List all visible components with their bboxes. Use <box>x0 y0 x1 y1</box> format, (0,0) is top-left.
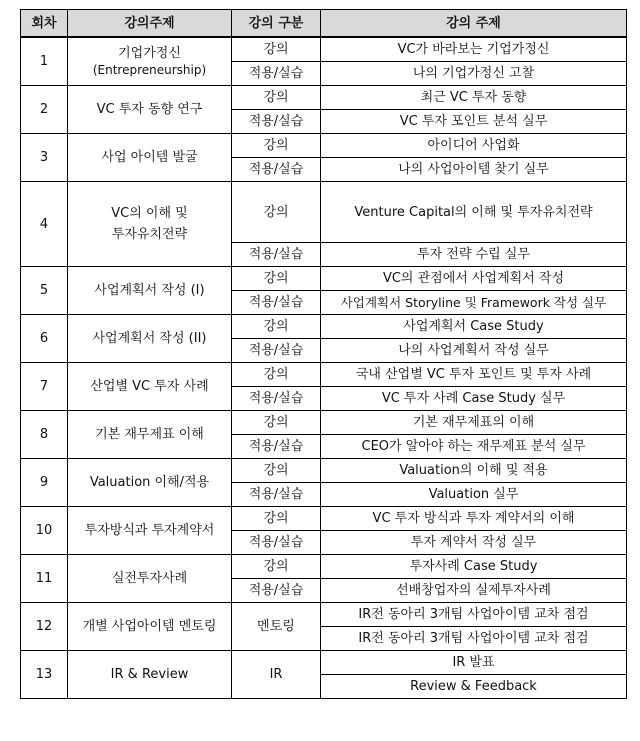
session-content: 투자사례 Case Study <box>321 555 627 579</box>
session-content: VC의 관점에서 사업계획서 작성 <box>321 267 627 291</box>
session-topic-line: VC의 이해 및 <box>111 206 188 221</box>
session-type: 적용/실습 <box>232 158 321 182</box>
header-topic: 강의주제 <box>68 10 232 38</box>
session-type: 적용/실습 <box>232 531 321 555</box>
session-content: IR전 동아리 3개팀 사업아이템 교차 점검 <box>321 603 627 627</box>
session-type: 적용/실습 <box>232 387 321 411</box>
session-type: 적용/실습 <box>232 579 321 603</box>
session-content: IR전 동아리 3개팀 사업아이템 교차 점검 <box>321 627 627 651</box>
session-number: 8 <box>21 411 68 459</box>
session-topic: VC 투자 동향 연구 <box>68 86 232 134</box>
session-topic <box>68 37 232 86</box>
session-topic: 사업 아이템 발굴 <box>68 134 232 182</box>
session-type: 강의 <box>232 86 321 110</box>
table-row <box>21 182 627 243</box>
session-content: Valuation의 이해 및 적용 <box>321 459 627 483</box>
table-row <box>21 267 627 291</box>
session-number: 1 <box>21 37 68 86</box>
session-content: VC 투자 방식과 투자 계약서의 이해 <box>321 507 627 531</box>
session-topic: 투자방식과 투자계약서 <box>68 507 232 555</box>
session-number: 13 <box>21 651 68 699</box>
session-content: Review & Feedback <box>321 675 627 699</box>
session-topic: 산업별 VC 투자 사례 <box>68 363 232 411</box>
session-type: 적용/실습 <box>232 62 321 86</box>
session-content: 나의 사업아이템 찾기 실무 <box>321 158 627 182</box>
session-topic: 기본 재무제표 이해 <box>68 411 232 459</box>
session-type: 강의 <box>232 37 321 62</box>
session-type: 강의 <box>232 363 321 387</box>
header-content: 강의 주제 <box>321 10 627 38</box>
session-topic-sub: 투자유치전략 <box>111 227 188 242</box>
session-content: 국내 산업별 VC 투자 포인트 및 투자 사례 <box>321 363 627 387</box>
session-content: IR 발표 <box>321 651 627 675</box>
session-type: IR <box>232 651 321 699</box>
session-number: 10 <box>21 507 68 555</box>
session-content: 사업계획서 Case Study <box>321 315 627 339</box>
session-type: 강의 <box>232 507 321 531</box>
table-row <box>21 555 627 579</box>
header-type: 강의 구분 <box>232 10 321 38</box>
session-type: 적용/실습 <box>232 435 321 459</box>
session-number: 5 <box>21 267 68 315</box>
session-topic: 실전투자사례 <box>68 555 232 603</box>
session-number: 3 <box>21 134 68 182</box>
session-number: 9 <box>21 459 68 507</box>
table-row <box>21 134 627 158</box>
session-type: 적용/실습 <box>232 339 321 363</box>
curriculum-table <box>20 9 627 699</box>
session-content: CEO가 알아야 하는 재무제표 분석 실무 <box>321 435 627 459</box>
session-type: 적용/실습 <box>232 243 321 267</box>
table-row <box>21 86 627 110</box>
session-type: 적용/실습 <box>232 291 321 315</box>
session-number: 6 <box>21 315 68 363</box>
session-type: 강의 <box>232 134 321 158</box>
table-row <box>21 37 627 62</box>
session-topic: 사업계획서 작성 (II) <box>68 315 232 363</box>
session-topic-sub: (Entrepreneurship) <box>92 62 207 77</box>
session-content: 투자 계약서 작성 실무 <box>321 531 627 555</box>
session-content: 사업계획서 Storyline 및 Framework 작성 실무 <box>321 291 627 315</box>
session-topic: 사업계획서 작성 (I) <box>68 267 232 315</box>
table-row <box>21 651 627 675</box>
session-topic-line: 기업가정신 <box>118 45 181 61</box>
session-number: 12 <box>21 603 68 651</box>
session-content: 나의 사업계획서 작성 실무 <box>321 339 627 363</box>
session-content: 선배창업자의 실제투자사례 <box>321 579 627 603</box>
session-content: VC 투자 사례 Case Study 실무 <box>321 387 627 411</box>
session-content: Venture Capital의 이해 및 투자유치전략 <box>321 182 627 243</box>
table-row <box>21 315 627 339</box>
session-content: 아이디어 사업화 <box>321 134 627 158</box>
session-content: 나의 기업가정신 고찰 <box>321 62 627 86</box>
session-type: 강의 <box>232 411 321 435</box>
session-content: VC가 바라보는 기업가정신 <box>321 37 627 62</box>
session-number: 2 <box>21 86 68 134</box>
session-content: 기본 재무제표의 이해 <box>321 411 627 435</box>
session-type: 강의 <box>232 267 321 291</box>
table-row <box>21 507 627 531</box>
session-content: 투자 전략 수립 실무 <box>321 243 627 267</box>
session-type: 멘토링 <box>232 603 321 651</box>
header-row <box>21 10 627 38</box>
session-type: 강의 <box>232 315 321 339</box>
session-number: 7 <box>21 363 68 411</box>
header-session: 회차 <box>21 10 68 38</box>
session-number: 11 <box>21 555 68 603</box>
table-row <box>21 411 627 435</box>
session-type: 강의 <box>232 459 321 483</box>
session-topic <box>68 182 232 267</box>
session-type: 적용/실습 <box>232 110 321 134</box>
session-content: 최근 VC 투자 동향 <box>321 86 627 110</box>
session-content: VC 투자 포인트 분석 실무 <box>321 110 627 134</box>
session-type: 강의 <box>232 555 321 579</box>
session-topic: IR & Review <box>68 651 232 699</box>
table-row <box>21 603 627 627</box>
session-type: 적용/실습 <box>232 483 321 507</box>
session-number: 4 <box>21 182 68 267</box>
session-content: Valuation 실무 <box>321 483 627 507</box>
table-row <box>21 363 627 387</box>
session-topic: 개별 사업아이템 멘토링 <box>68 603 232 651</box>
session-type: 강의 <box>232 182 321 243</box>
table-row <box>21 459 627 483</box>
session-topic: Valuation 이해/적용 <box>68 459 232 507</box>
